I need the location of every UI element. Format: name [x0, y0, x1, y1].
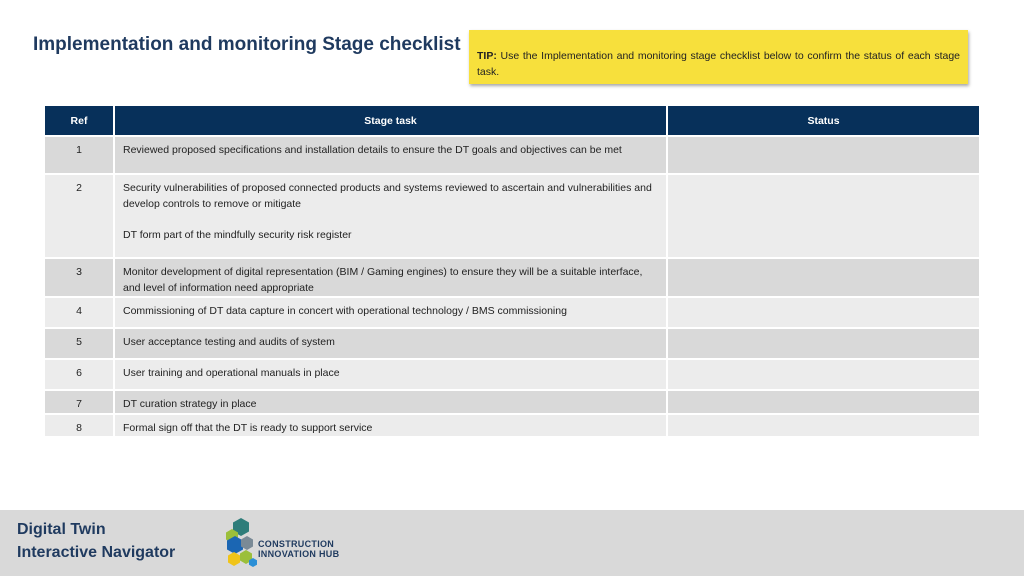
row-status-cell[interactable]: [667, 359, 979, 390]
row-task: [114, 390, 667, 414]
logo-text: [258, 539, 339, 559]
row-task: [114, 328, 667, 359]
task-text: Commissioning of DT data capture in concert with operational technology / BMS commissioning: [123, 305, 567, 317]
row-ref: 2: [45, 174, 114, 258]
table-header-row: [45, 106, 979, 136]
row-status-cell[interactable]: [667, 136, 979, 174]
row-ref: 1: [45, 136, 114, 174]
checklist-table: [45, 106, 979, 438]
table-row: [45, 359, 979, 390]
page-title: Implementation and monitoring Stage checklist: [33, 34, 461, 55]
row-task: [114, 297, 667, 328]
task-text: Security vulnerabilities of proposed connected products and systems reviewed to ascertain and vulnerabilities and develop controls to remove or mitigate: [123, 182, 652, 210]
task-text: User training and operational manuals in place: [123, 367, 340, 379]
construction-innovation-hub-logo: [224, 516, 364, 572]
task-text: Formal sign off that the DT is ready to support service: [123, 421, 373, 434]
hexagon-cluster-icon: [224, 516, 258, 572]
row-status-cell[interactable]: [667, 328, 979, 359]
table-row: [45, 258, 979, 297]
task-text: Monitor development of digital representation (BIM / Gaming engines) to ensure they will be a suitable interface, and level of information need appropriate: [123, 266, 643, 294]
table-row: [45, 297, 979, 328]
footer-title: [17, 518, 175, 564]
row-ref: 5: [45, 328, 114, 359]
row-status-cell[interactable]: [667, 297, 979, 328]
row-status-cell[interactable]: [667, 258, 979, 297]
row-ref: 6: [45, 359, 114, 390]
row-ref: 4: [45, 297, 114, 328]
row-ref: 3: [45, 258, 114, 297]
logo-line2: INNOVATION HUB: [258, 549, 340, 559]
table-row: [45, 136, 979, 174]
column-header-status: Status: [667, 106, 979, 136]
footer-title-line1: Digital Twin: [17, 521, 106, 538]
tip-box: [469, 30, 968, 84]
task-text: User acceptance testing and audits of system: [123, 336, 335, 348]
row-ref: 7: [45, 390, 114, 414]
footer-title-line2: Interactive Navigator: [17, 544, 176, 561]
row-ref: 8: [45, 414, 114, 438]
task-text: DT form part of the mindfully security risk register: [123, 228, 352, 241]
row-task: [114, 414, 667, 438]
table-row: [45, 328, 979, 359]
tip-text: Use the Implementation and monitoring stage checklist below to confirm the status of each stage task.: [477, 50, 961, 78]
row-status-cell[interactable]: [667, 174, 979, 258]
row-task: [114, 174, 667, 258]
row-task: [114, 136, 667, 174]
footer-bar: [0, 510, 1024, 576]
table-row: [45, 390, 979, 414]
table-row: [45, 414, 979, 438]
row-task: [114, 359, 667, 390]
task-text: Reviewed proposed specifications and installation details to ensure the DT goals and objectives can be met: [123, 144, 622, 156]
column-header-ref: Ref: [45, 106, 114, 136]
row-status-cell[interactable]: [667, 414, 979, 438]
logo-line1: CONSTRUCTION: [258, 539, 335, 549]
row-task: [114, 258, 667, 297]
row-status-cell[interactable]: [667, 390, 979, 414]
table-row: [45, 174, 979, 258]
tip-label: TIP:: [477, 50, 497, 62]
task-text: DT curation strategy in place: [123, 398, 257, 410]
column-header-task: Stage task: [114, 106, 667, 136]
